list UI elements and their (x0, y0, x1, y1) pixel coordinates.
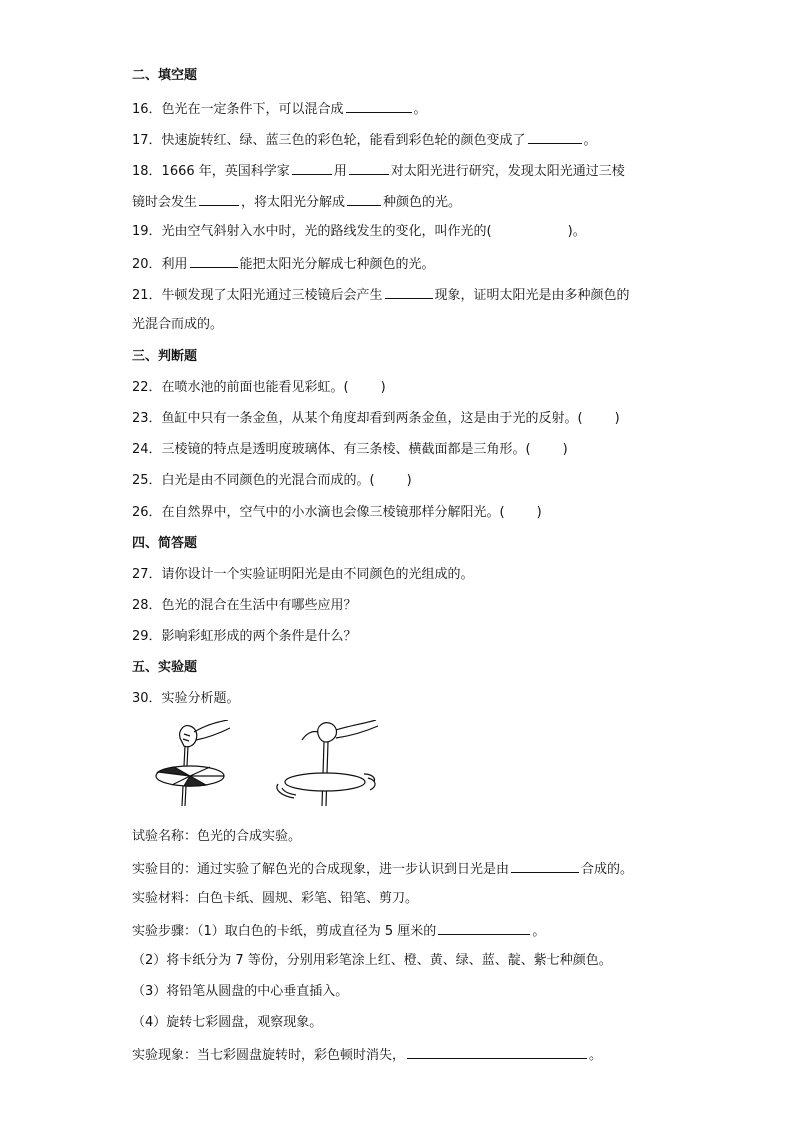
question-18-line1 (132, 162, 625, 180)
exp-result-text: 实验现象：当七彩圆盘旋转时，彩色顿时消失， (132, 1048, 406, 1063)
exp-result-blank[interactable] (407, 1046, 587, 1059)
q24-end: ) (562, 442, 568, 457)
q21-text-c: 光混合而成的。 (132, 317, 224, 332)
question-21-line1 (132, 286, 630, 304)
q18-blank-scientist[interactable] (292, 162, 332, 175)
section-heading-fill: 二、填空题 (132, 68, 198, 83)
q16-blank[interactable] (346, 100, 412, 113)
question-28: 28．色光的混合在生活中有哪些应用？ (132, 598, 357, 613)
question-22 (132, 380, 386, 396)
exp-result-end: 。 (589, 1048, 603, 1063)
exp-result (132, 1046, 602, 1064)
q18-blank-phenomenon[interactable] (199, 193, 239, 206)
q18-text-b: 用 (333, 164, 347, 179)
question-20 (132, 255, 435, 273)
static-disc-figure (156, 720, 230, 806)
q18-text-a: 18．1666 年，英国科学家 (132, 164, 290, 179)
q26-text: 26．在自然界中，空气中的小水滴也会像三棱镜那样分解阳光。( (132, 505, 505, 520)
question-27: 27．请你设计一个实验证明阳光是由不同颜色的光组成的。 (132, 567, 474, 582)
q18-blank-count[interactable] (347, 193, 381, 206)
question-25 (132, 473, 412, 489)
q20-blank[interactable] (190, 255, 238, 268)
exp-step1-blank[interactable] (438, 922, 530, 935)
q18-text-f: 种颜色的光。 (383, 195, 462, 210)
section-heading-experiment: 五、实验题 (132, 660, 198, 675)
question-21-line2 (132, 317, 223, 333)
q24-text: 24．三棱镜的特点是透明度玻璃体、有三条棱、横截面都是三角形。( (132, 442, 531, 457)
spinning-disc-figure (277, 720, 378, 806)
exp-step-1 (132, 922, 545, 940)
exp-purpose (132, 860, 633, 878)
color-disc-illustration (150, 720, 390, 806)
exp-step1-end: 。 (532, 924, 546, 939)
question-26 (132, 505, 542, 521)
q25-text: 25．白光是由不同颜色的光混合而成的。( (132, 473, 375, 488)
q17-text: 17．快速旋转红、绿、蓝三色的彩色轮，能看到彩色轮的颜色变成了 (132, 133, 526, 148)
question-19 (132, 224, 586, 240)
exp-purpose-end: 合成的。 (581, 862, 634, 877)
question-30: 30．实验分析题。 (132, 691, 240, 706)
q18-text-e: ，将太阳光分解成 (241, 195, 346, 210)
q18-text-d: 镜时会发生 (132, 195, 198, 210)
q20-text: 20．利用 (132, 257, 188, 272)
exp-step-4: （4）旋转七彩圆盘，观察现象。 (132, 1015, 323, 1030)
q17-blank[interactable] (528, 131, 582, 144)
q16-text: 16．色光在一定条件下，可以混合成 (132, 102, 344, 117)
exp-step-2: （2）将卡纸分为 7 等份，分别用彩笔涂上红、橙、黄、绿、蓝、靛、紫七种颜色。 (132, 953, 612, 968)
question-18-line2 (132, 193, 461, 211)
q18-blank-tool[interactable] (349, 162, 389, 175)
q23-end: ) (614, 411, 620, 426)
exp-purpose-text: 实验目的：通过实验了解色光的合成现象，进一步认识到日光是由 (132, 862, 510, 877)
exp-name: 试验名称：色光的合成实验。 (132, 829, 302, 844)
q25-end: ) (406, 473, 412, 488)
q26-end: ) (536, 505, 542, 520)
q22-end: ) (380, 380, 386, 395)
section-heading-short: 四、简答题 (132, 536, 198, 551)
exp-materials: 实验材料：白色卡纸、圆规、彩笔、铅笔、剪刀。 (132, 891, 419, 906)
q22-text: 22．在喷水池的前面也能看见彩虹。( (132, 380, 349, 395)
exp-step-3: （3）将铅笔从圆盘的中心垂直插入。 (132, 984, 349, 999)
q20-end: 能把太阳光分解成七种颜色的光。 (239, 257, 435, 272)
q17-end: 。 (583, 133, 597, 148)
q16-end: 。 (413, 102, 427, 117)
exp-step1-text: 实验步骤：（1）取白色的卡纸，剪成直径为 5 厘米的 (132, 924, 437, 939)
q21-blank[interactable] (385, 286, 433, 299)
q21-text-a: 21．牛顿发现了太阳光通过三棱镜后会产生 (132, 288, 383, 303)
question-23 (132, 411, 620, 427)
q19-text: 19．光由空气斜射入水中时，光的路线发生的变化，叫作光的( (132, 224, 492, 239)
q23-text: 23．鱼缸中只有一条金鱼，从某个角度却看到两条金鱼，这是由于光的反射。( (132, 411, 583, 426)
question-16 (132, 100, 427, 118)
question-24 (132, 442, 568, 458)
section-heading-judge: 三、判断题 (132, 349, 198, 364)
q19-end: )。 (567, 224, 586, 239)
exp-purpose-blank[interactable] (511, 860, 579, 873)
question-17 (132, 131, 597, 149)
question-29: 29．影响彩虹形成的两个条件是什么？ (132, 629, 357, 644)
q18-text-c: 对太阳光进行研究，发现太阳光通过三棱 (390, 164, 625, 179)
q21-text-b: 现象，证明太阳光是由多种颜色的 (434, 288, 630, 303)
